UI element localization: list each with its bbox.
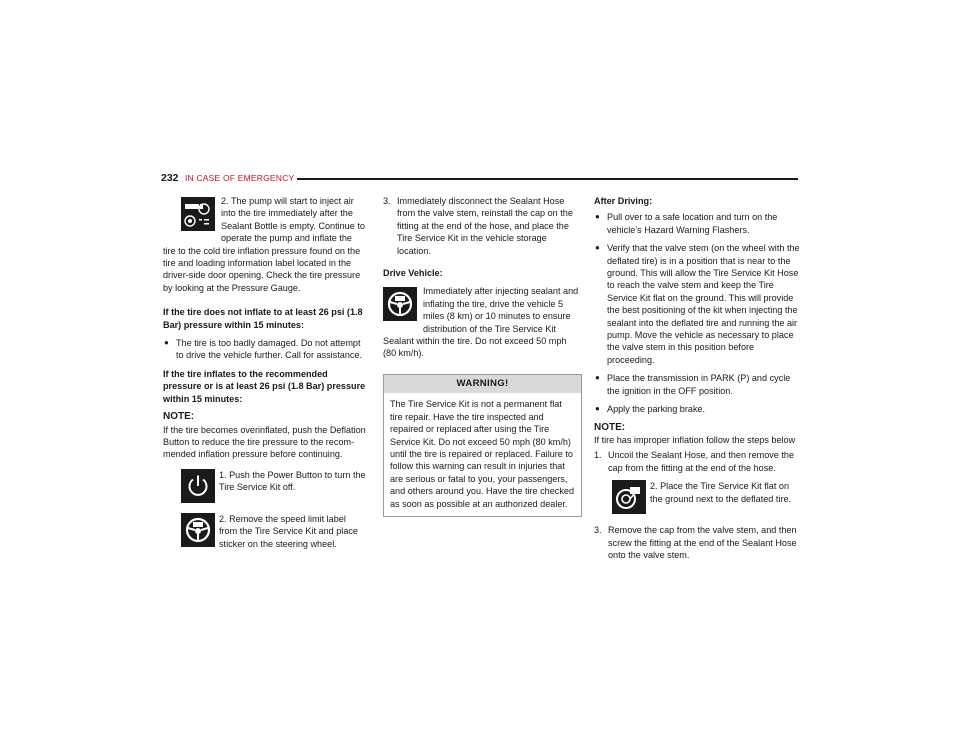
step3-disconnect: [383, 195, 582, 257]
step3-valve-text: Remove the cap from the valve stem, and then screw the fitting at the end of the Sealant Hose onto the valve stem.: [608, 525, 797, 560]
step2-pump-text: 2. The pump will start to inject air into the tire immediately after the Sealant Bottle is empty. Continue to operate the pump and inflate the tire to the cold tire inflation pressure found on the tire and loading information label located in the driver-side door opening. Check the tire pressure by looking at the Pressure Gauge.: [163, 196, 365, 293]
heading-no-inflate: If the tire does not inflate to at least 26 psi (1.8 Bar) pressure within 15 minutes:: [163, 307, 363, 330]
step-number: 1.: [594, 450, 602, 461]
note-label: NOTE:: [163, 411, 195, 423]
list-item: ● Place the transmission in PARK (P) and cycle the ignition in the OFF position.: [594, 372, 800, 397]
steering-step: [181, 513, 366, 550]
steering-wheel-icon: [383, 287, 417, 321]
page-header: [161, 172, 798, 186]
column-left: [163, 195, 366, 560]
tire-service-kit-icon: [612, 480, 646, 514]
step2-place-text: 2. Place the Tire Service Kit flat on the ground next to the deflated tire.: [650, 481, 792, 504]
note-label: NOTE:: [594, 421, 626, 433]
power-button-icon: [181, 469, 215, 503]
list-item: ● Pull over to a safe location and turn on the vehicle’s Hazard Warning Flashers.: [594, 211, 800, 236]
warning-title: WARNING!: [384, 375, 581, 393]
column-middle: [383, 195, 582, 517]
after-driving-list: [594, 211, 800, 415]
step1-power-text: 1. Push the Power Button to turn the Tire Service Kit off.: [219, 469, 366, 493]
after-driving-heading: After Driving:: [594, 196, 653, 206]
step-number: 3.: [594, 525, 602, 536]
warning-text: The Tire Service Kit is not a permanent flat tire repair. Have the tire inspected and repaired or replaced after using the Tire Service Kit. Do not exceed 50 mph (80 km/h) until the tire is repaired or replaced. Failure to follow this warning can result in injuries that are serious or fatal to you, your passengers, and others around you. Have the tire checked as soon as possible at an authorized dealer.: [390, 399, 575, 509]
step1-uncoil: [594, 449, 800, 474]
note-text: If the tire becomes overinflated, push the Deflation Button to reduce the tire pressure to the recom- mended inflation pressure before continuing.: [163, 424, 366, 460]
section-title: IN CASE OF EMERGENCY: [185, 173, 295, 183]
list-item: ● Verify that the valve stem (on the wheel with the deflated tire) is in a position that is near to the ground. This will allow the Tire Service Kit Hose to reach the valve stem and keep the Tire Service Kit flat on the ground. This will provide the best positioning of the kit when injecting the sealant into the deflated tire and running the air pump. Move the vehicle as necessary to place the valve stem in this position before proceeding.: [594, 242, 800, 366]
tire-kit-step: [612, 480, 800, 514]
header-rule: [297, 178, 798, 180]
power-step: [181, 469, 366, 503]
drive-heading: Drive Vehicle:: [383, 268, 443, 279]
step-number: 3.: [383, 196, 391, 206]
note-text: If tire has improper inflation follow the steps below: [594, 434, 796, 445]
list-item: ● The tire is too badly damaged. Do not attempt to drive the vehicle further. Call for assistance.: [163, 337, 366, 362]
step3-disconnect-text: Immediately disconnect the Sealant Hose from the valve stem, reinstall the cap on the fitting at the end of the hose, and place the Tire Service Kit in the vehicle storage location.: [397, 196, 573, 256]
drive-text: Immediately after injecting sealant and inflating the tire, drive the vehicle 5 miles (8 km) or 10 minutes to ensure distribution of the Tire Service Kit Sealant within the tire. Do not exceed 50 mph (80 km/h).: [383, 286, 579, 359]
step3-valve: [594, 524, 800, 561]
list-item: ● Apply the parking brake.: [594, 403, 800, 415]
step2-label-text: 2. Remove the speed limit label from the Tire Service Kit and place sticker on the steering wheel.: [219, 513, 358, 549]
page-number: 232: [161, 172, 179, 184]
step1-uncoil-text: Uncoil the Sealant Hose, and then remove the cap from the fitting at the end of the hose.: [608, 450, 795, 473]
pressure-gauge-icon: [181, 197, 215, 231]
steering-wheel-icon: [181, 513, 215, 547]
column-right: [594, 195, 800, 567]
no-inflate-list: [163, 337, 366, 362]
heading-inflates: If the tire inflates to the recommended pressure or is at least 26 psi (1.8 Bar) pressure within 15 minutes:: [163, 368, 366, 404]
warning-box: [383, 374, 582, 517]
